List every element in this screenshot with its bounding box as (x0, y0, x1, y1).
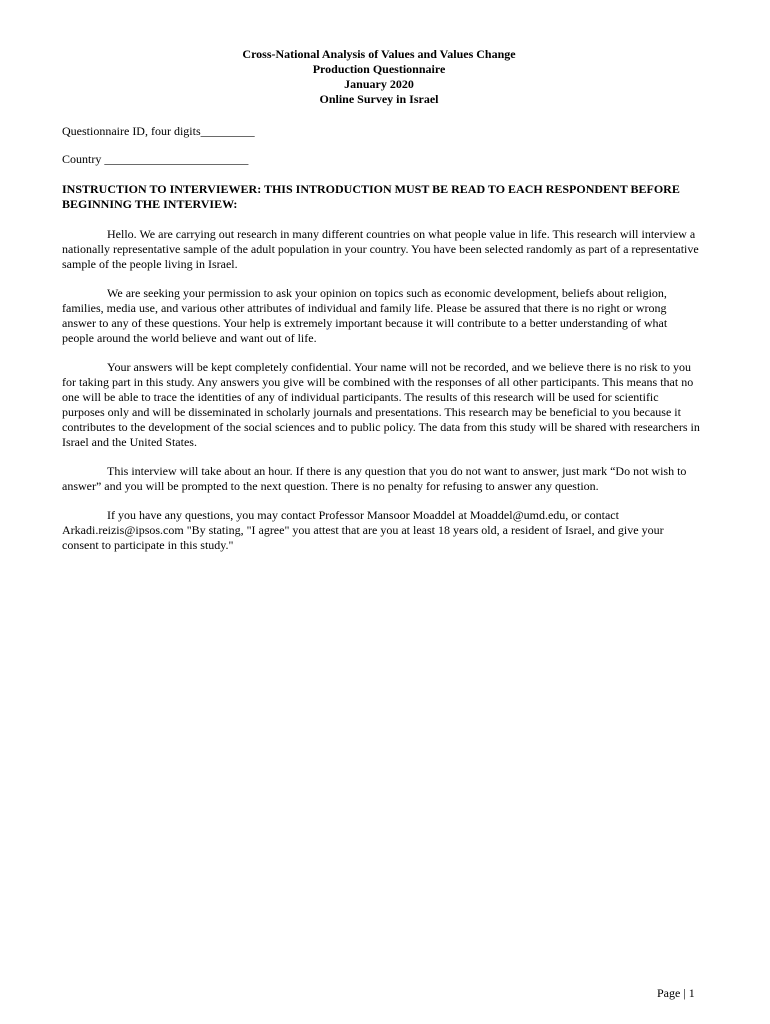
page-number: Page | 1 (657, 986, 695, 1000)
intro-paragraph-2: We are seeking your permission to ask your opinion on topics such as economic development, beliefs about religion, families, media use, and various other attributes of individual and family life. Please be assured that there is no right or wrong answer to any of these questions. Your help is extremely important because it will contribute to a better understanding of what people around the world believe and want out of life. (62, 286, 668, 345)
title-block (0, 47, 758, 107)
questionnaire-id-field: Questionnaire ID, four digits_________ (62, 124, 255, 138)
intro-paragraph-3: Your answers will be kept completely confidential. Your name will not be recorded, and we believe there is no risk to you for taking part in this study. Any answers you give will be combined with the responses of all other participants. This means that no one will be able to trace the identities of any of individual participants. The results of this research will be used for scientific purposes only and will be disseminated in scholarly journals and presentations. This research may be beneficial to you because it contributes to the development of the social sciences and to public policy. The data from this study will be shared with researchers in Israel and the United States. (62, 360, 700, 449)
intro-paragraph-5: If you have any questions, you may contact Professor Mansoor Moaddel at Moaddel@umd.edu, or contact Arkadi.reizis@ipsos.com "By stating, "I agree" you attest that are you at least 18 years old, a resident of Israel, and give your consent to participate in this study." (62, 508, 664, 552)
intro-paragraph-1: Hello. We are carrying out research in many different countries on what people value in life. This research will interview a nationally representative sample of the adult population in your country. You have been selected randomly as part of a representative sample of the people living in Israel. (62, 227, 699, 271)
document-date: January 2020 (344, 77, 414, 91)
country-field: Country ________________________ (62, 152, 249, 166)
intro-paragraph-4: This interview will take about an hour. If there is any question that you do not want to answer, just mark “Do not wish to answer” and you will be prompted to the next question. There is no penalty for refusing to answer any question. (62, 464, 687, 493)
document-subtitle: Production Questionnaire (312, 62, 446, 76)
survey-name: Online Survey in Israel (319, 92, 439, 106)
document-title: Cross-National Analysis of Values and Values Change (242, 47, 516, 61)
interviewer-instruction: INSTRUCTION TO INTERVIEWER: THIS INTRODUCTION MUST BE READ TO EACH RESPONDENT BEFORE BEGINNING THE INTERVIEW: (62, 182, 680, 211)
